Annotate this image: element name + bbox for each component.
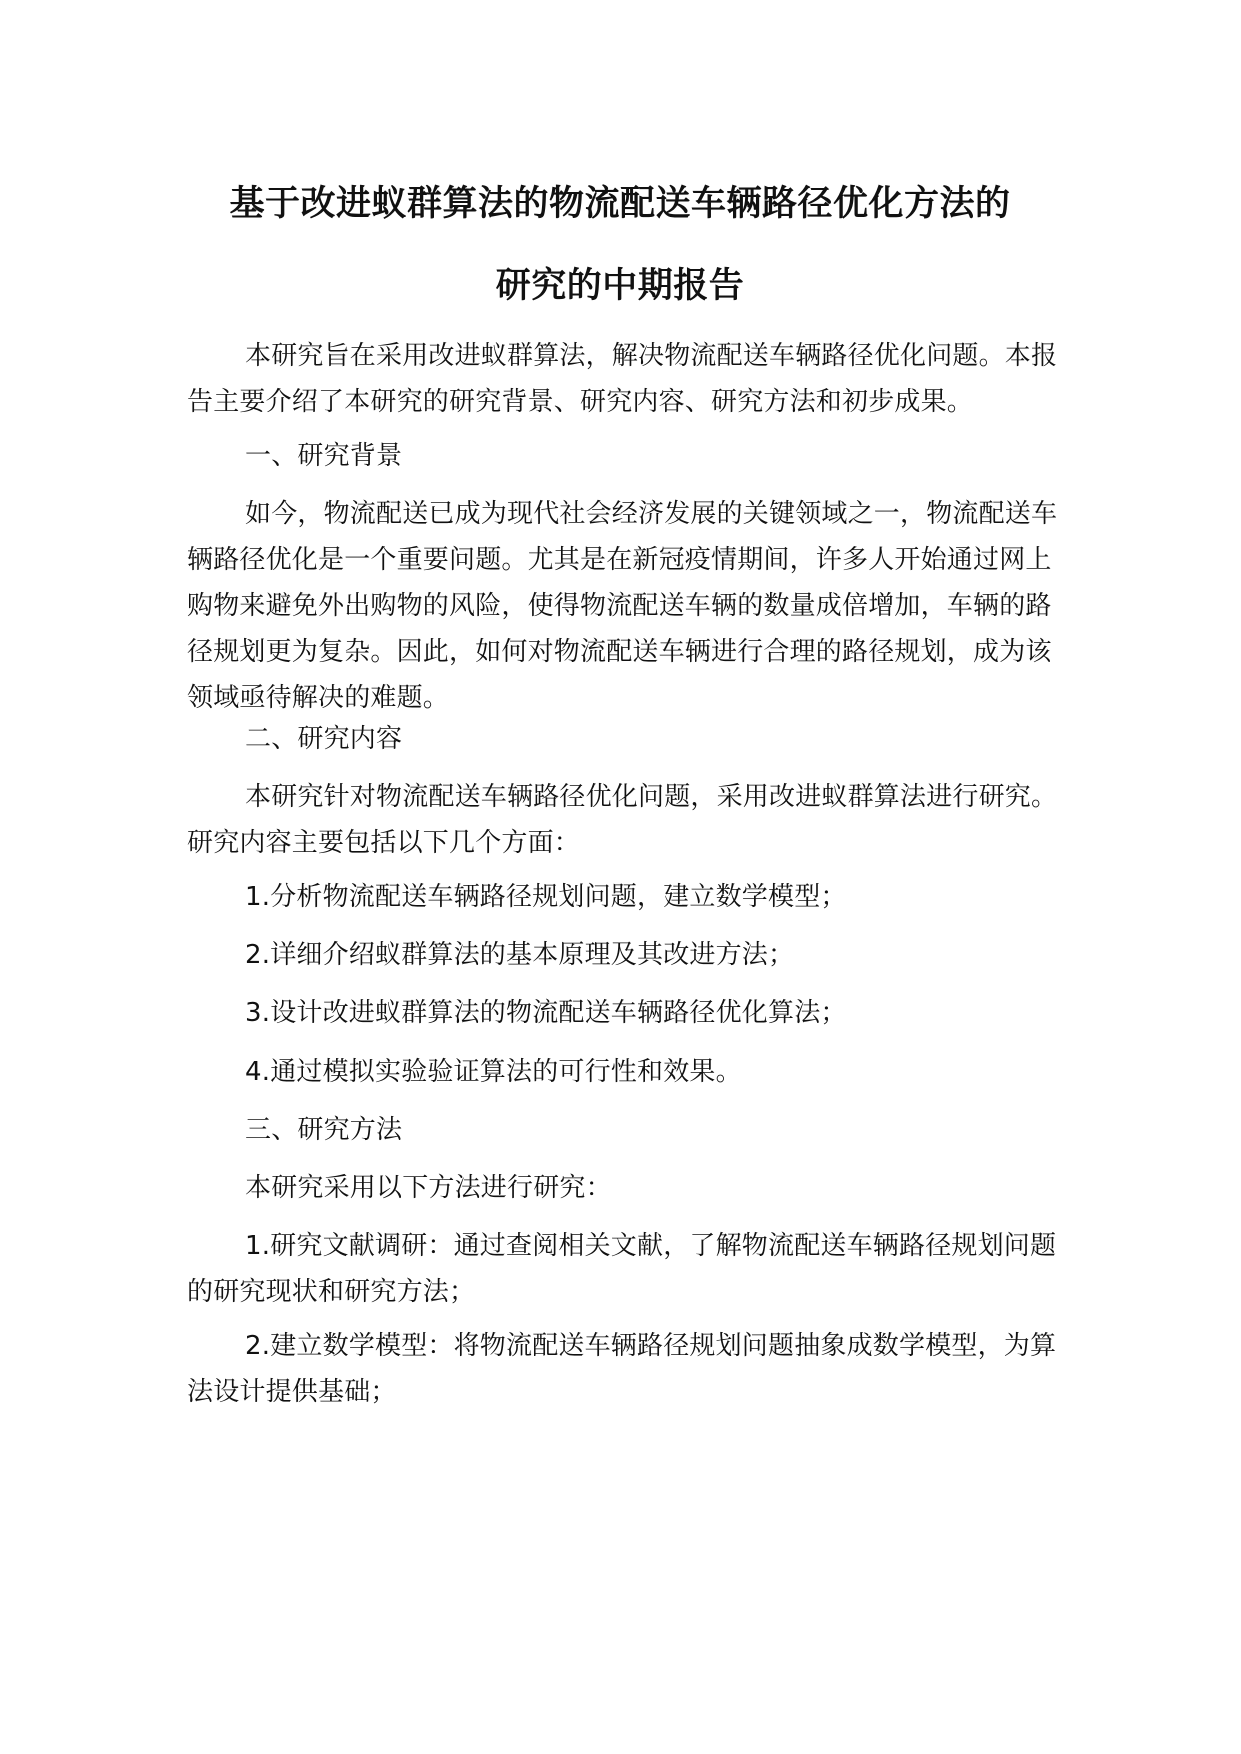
content-list-item-3: 3.设计改进蚁群算法的物流配送车辆路径优化算法； bbox=[245, 998, 847, 1028]
method-list-item-2: 2.建立数学模型：将物流配送车辆路径规划问题抽象成数学模型，为算法设计提供基础； bbox=[187, 1331, 1057, 1407]
background-paragraph: 如今，物流配送已成为现代社会经济发展的关键领域之一，物流配送车辆路径优化是一个重要问题。尤其是在新冠疫情期间，许多人开始通过网上购物来避免外出购物的风险，使得物流配送车辆的数量成倍增加，车辆的路径规划更为复杂。因此，如何对物流配送车辆进行合理的路径规划，成为该领域亟待解决的难题。 bbox=[187, 499, 1058, 713]
section-heading-background: 一、研究背景 bbox=[245, 441, 403, 471]
document-title-line-1: 基于改进蚁群算法的物流配送车辆路径优化方法的 bbox=[229, 184, 1011, 224]
content-list-item-1: 1.分析物流配送车辆路径规划问题，建立数学模型； bbox=[245, 882, 847, 912]
document-title-line-2: 研究的中期报告 bbox=[495, 266, 745, 306]
method-intro-paragraph: 本研究采用以下方法进行研究： bbox=[245, 1173, 612, 1203]
section-heading-content: 二、研究内容 bbox=[245, 724, 403, 754]
content-intro-paragraph: 本研究针对物流配送车辆路径优化问题，采用改进蚁群算法进行研究。研究内容主要包括以下几个方面： bbox=[187, 782, 1058, 858]
content-list-item-4: 4.通过模拟实验验证算法的可行性和效果。 bbox=[245, 1057, 742, 1087]
content-list-item-2: 2.详细介绍蚁群算法的基本原理及其改进方法； bbox=[245, 940, 795, 970]
intro-paragraph: 本研究旨在采用改进蚁群算法，解决物流配送车辆路径优化问题。本报告主要介绍了本研究的研究背景、研究内容、研究方法和初步成果。 bbox=[187, 341, 1058, 417]
section-heading-method: 三、研究方法 bbox=[245, 1115, 403, 1145]
method-list-item-1: 1.研究文献调研：通过查阅相关文献，了解物流配送车辆路径规划问题的研究现状和研究方法； bbox=[187, 1231, 1057, 1307]
